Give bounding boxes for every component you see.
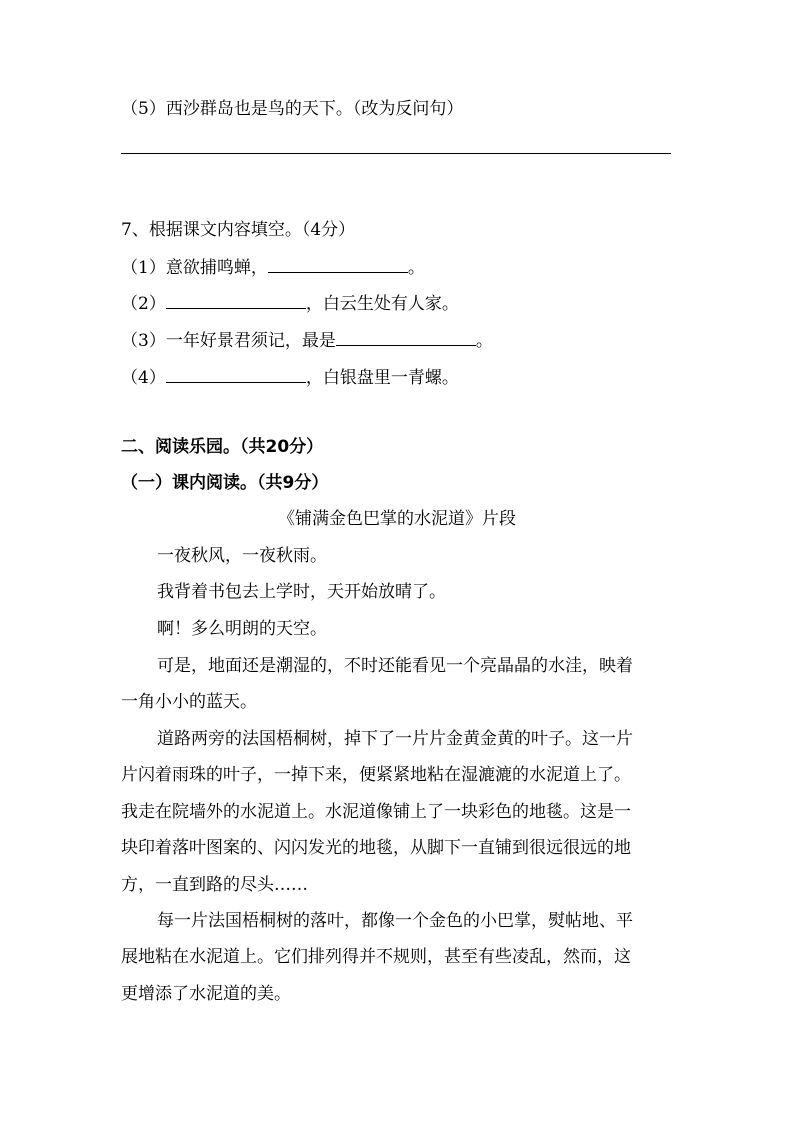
passage-line-9: 块印着落叶图案的、闪闪发光的地毯，从脚下一直铺到很远很远的地 xyxy=(121,838,631,858)
q7-item-3-text-after: 。 xyxy=(475,331,493,351)
fill-blank-4[interactable] xyxy=(166,364,306,383)
fill-blank-1[interactable] xyxy=(268,254,408,273)
passage-line-13: 更增添了水泥道的美。 xyxy=(121,984,291,1004)
answer-line[interactable] xyxy=(121,153,671,154)
passage-line-2: 我背着书包去上学时，天开始放晴了。 xyxy=(157,582,446,602)
question-7-heading: 7、根据课文内容填空。（4分） xyxy=(121,220,356,240)
q7-item-2 xyxy=(121,290,459,316)
section-2-subtitle: （一）课内阅读。（共9分） xyxy=(121,473,329,493)
q7-item-2-text-before: （2） xyxy=(121,294,166,314)
q7-item-1 xyxy=(121,254,425,280)
question-6-item-5: （5）西沙群岛也是鸟的天下。（改为反问句） xyxy=(121,99,464,119)
passage-line-12: 展地粘在水泥道上。它们排列得并不规则，甚至有些凌乱，然而，这 xyxy=(121,947,631,967)
passage-line-5: 一角小小的蓝天。 xyxy=(121,692,257,712)
passage-title: 《铺满金色巴掌的水泥道》片段 xyxy=(278,509,516,529)
passage-line-11: 每一片法国梧桐树的落叶，都像一个金色的小巴掌，熨帖地、平 xyxy=(157,911,633,931)
q7-item-4 xyxy=(121,364,459,390)
q7-item-1-text-before: （1）意欲捕鸣蝉， xyxy=(121,258,268,278)
fill-blank-3[interactable] xyxy=(336,327,476,346)
passage-line-4: 可是，地面还是潮湿的，不时还能看见一个亮晶晶的水洼，映着 xyxy=(157,656,633,676)
passage-line-10: 方，一直到路的尽头…… xyxy=(121,875,308,895)
fill-blank-2[interactable] xyxy=(166,290,306,309)
passage-line-1: 一夜秋风，一夜秋雨。 xyxy=(157,546,327,566)
passage-line-3: 啊！多么明朗的天空。 xyxy=(157,619,327,639)
q7-item-1-text-after: 。 xyxy=(407,258,425,278)
passage-line-6: 道路两旁的法国梧桐树，掉下了一片片金黄金黄的叶子。这一片 xyxy=(157,729,633,749)
q7-item-3 xyxy=(121,327,493,353)
q7-item-4-text-after: ，白银盘里一青螺。 xyxy=(305,368,459,388)
passage-line-7: 片闪着雨珠的叶子，一掉下来，便紧紧地粘在湿漉漉的水泥道上了。 xyxy=(121,765,631,785)
section-2-title: 二、阅读乐园。（共20分） xyxy=(121,437,324,457)
q7-item-2-text-after: ，白云生处有人家。 xyxy=(305,294,459,314)
passage-line-8: 我走在院墙外的水泥道上。水泥道像铺上了一块彩色的地毯。这是一 xyxy=(121,802,631,822)
q7-item-3-text-before: （3）一年好景君须记，最是 xyxy=(121,331,336,351)
q7-item-4-text-before: （4） xyxy=(121,368,166,388)
